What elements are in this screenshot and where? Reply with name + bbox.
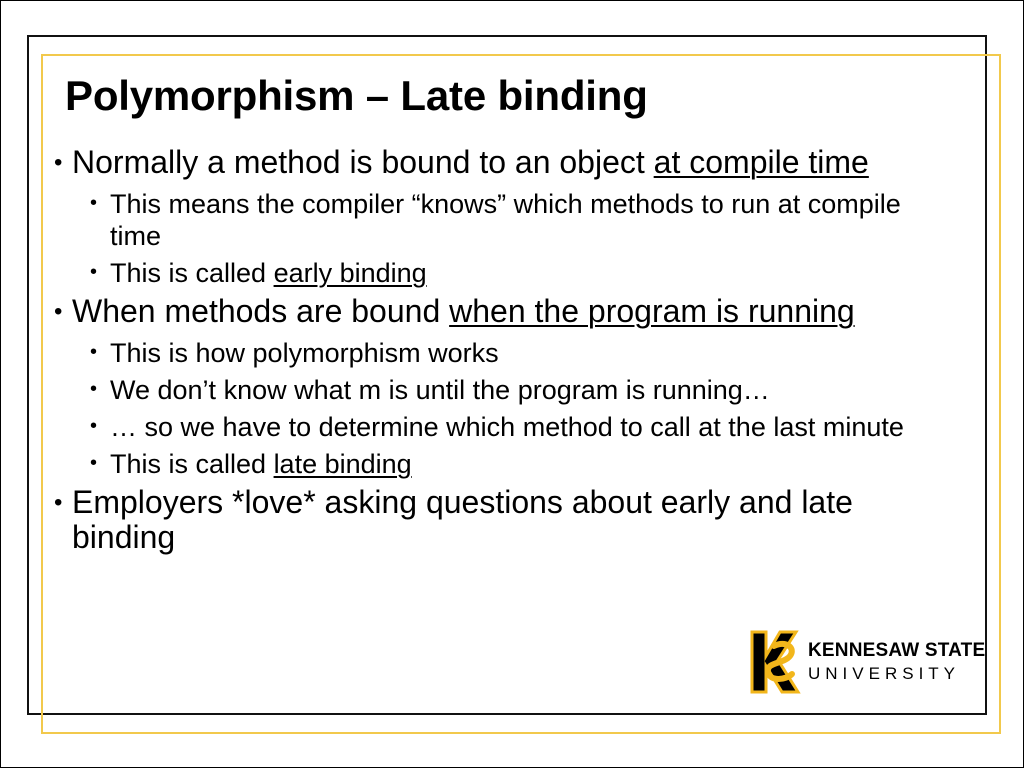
bullet-dot: • <box>90 415 98 437</box>
sub-bullet-item <box>54 448 954 480</box>
sub-bullet-item <box>54 257 954 289</box>
bullet-dot: • <box>90 378 98 400</box>
bullet-underlined-text: when the program is running <box>449 293 855 329</box>
logo-line-2: UNIVERSITY <box>808 664 961 683</box>
sub-bullet-underlined-text: early binding <box>273 258 427 288</box>
bullet-dot: • <box>90 452 98 474</box>
bullet-dot: • <box>54 489 63 516</box>
ks-monogram-icon <box>746 626 802 698</box>
bullet-item <box>54 485 954 555</box>
bullet-item <box>54 294 954 329</box>
sub-bullet-text: This is called <box>110 449 274 479</box>
slide-title: Polymorphism – Late binding <box>65 72 648 119</box>
sub-bullet-underlined-text: late binding <box>273 449 412 479</box>
bullet-dot: • <box>90 261 98 283</box>
logo-line-1: KENNESAW STATE <box>808 640 986 661</box>
sub-bullet-item <box>54 374 954 406</box>
sub-bullet-text: This is called <box>110 258 274 288</box>
bullet-dot: • <box>90 341 98 363</box>
sub-bullet-text: This is how polymorphism works <box>110 338 499 368</box>
sub-bullet-item <box>54 337 954 369</box>
bullet-text: Normally a method is bound to an object <box>72 144 654 180</box>
bullet-text: Employers *love* asking questions about early and late binding <box>72 484 853 555</box>
sub-bullet-text: … so we have to determine which method to call at the last minute <box>110 412 904 442</box>
bullet-dot: • <box>90 192 98 214</box>
bullet-item <box>54 145 954 180</box>
university-logo <box>746 626 986 698</box>
bullet-list <box>54 145 954 563</box>
bullet-text: When methods are bound <box>72 293 450 329</box>
sub-bullet-item <box>54 411 954 443</box>
bullet-dot: • <box>54 298 63 325</box>
sub-bullet-text: This means the compiler “knows” which methods to run at compile time <box>110 189 901 251</box>
bullet-underlined-text: at compile time <box>653 144 869 180</box>
bullet-dot: • <box>54 149 63 176</box>
sub-bullet-text: We don’t know what m is until the program is running… <box>110 375 770 405</box>
sub-bullet-item <box>54 188 954 252</box>
